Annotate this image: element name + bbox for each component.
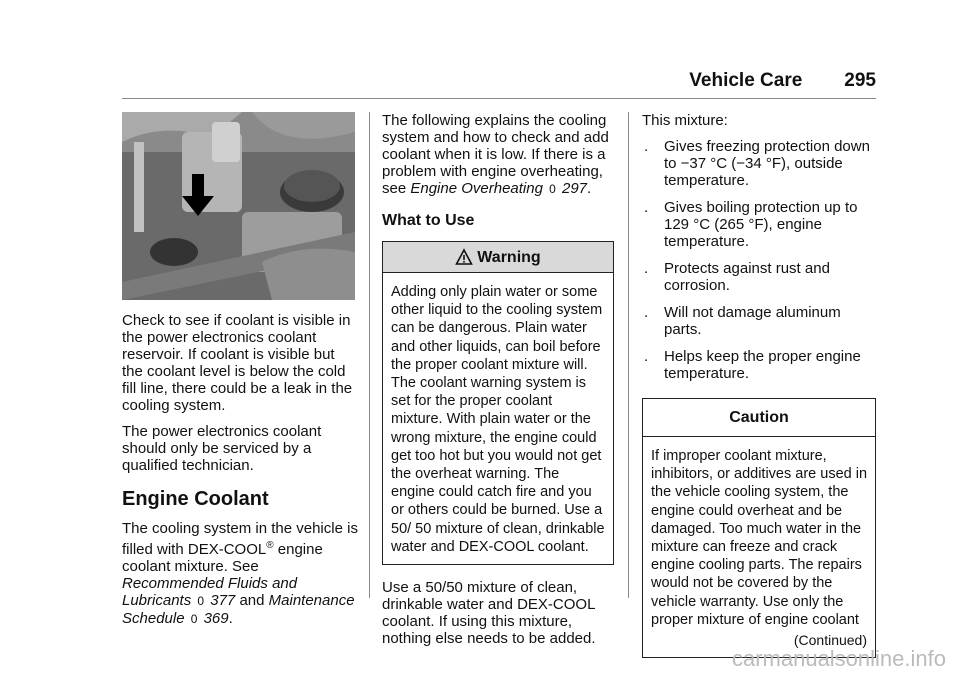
warning-body: Adding only plain water or some other liquid to the cooling system can be dangerous. Plain water and other liquids, can boil before the proper coolant mixture will. The coolant warning system is set for the proper coolant mixture. With plain water or the wrong mixture, the engine could get too hot but you would not get the overheat warning. The engine could catch fire and you or others could be burned. Use a 50/ 50 mixture of clean, drinkable water and DEX-COOL coolant. [391, 284, 605, 555]
section-title: Vehicle Care [689, 70, 803, 91]
warning-header [383, 242, 613, 273]
list-item: . Gives freezing protection down to −37 °C (−34 °F), outside temperature. [644, 138, 870, 189]
list-item: . Helps keep the proper engine temperature. [644, 348, 861, 382]
heading-engine-coolant: Engine Coolant [122, 488, 269, 510]
warning-box [382, 241, 614, 565]
paragraph-cooling-intro: The following explains the cooling system and how to check and add coolant when it is low. If there is a problem with engine overheating, see Engine Overheating 0 297. [382, 112, 609, 197]
page-ref-icon: 0 [197, 594, 205, 608]
list-item: . Protects against rust and corrosion. [644, 260, 830, 294]
paragraph-mixture: Use a 50/50 mixture of clean, drinkable water and DEX-COOL coolant. If using this mixture, nothing else needs to be added. [382, 579, 596, 648]
link-engine-overheating[interactable]: Engine Overheating [410, 180, 543, 197]
column-middle [382, 112, 614, 656]
column-left [122, 112, 358, 637]
page-ref-icon: 0 [549, 182, 556, 196]
column-divider-1 [369, 112, 370, 598]
continued-label: (Continued) [793, 632, 867, 649]
watermark: carmanualsonline.info [731, 646, 946, 671]
bullet-icon: . [644, 199, 649, 216]
paragraph-dexcool: The cooling system in the vehicle is filled with DEX-COOL® engine coolant mixture. See Recommended Fluids and Lubricants 0 377 and Maintenance Schedule 0 369. [122, 520, 358, 627]
warning-triangle-icon [455, 248, 473, 266]
paragraph-service-note: The power electronics coolant should only be serviced by a qualified technician. [122, 423, 322, 474]
page-ref-icon: 0 [190, 612, 198, 626]
caution-body: If improper coolant mixture, inhibitors, or additives are used in the vehicle cooling system, the engine could overheat and be damaged. Too much water in the mixture can freeze and crack engine cooling parts. The repairs would not be covered by the vehicle warranty. Use only the proper mixture of engine coolant [651, 448, 868, 628]
paragraph-mixture-intro: This mixture: [642, 112, 728, 129]
warning-title: Warning [477, 248, 541, 266]
page-header [0, 70, 876, 96]
engine-coolant-reservoir-photo [122, 112, 355, 300]
paragraph-coolant-check: Check to see if coolant is visible in the power electronics coolant reservoir. If coolant is visible but the coolant level is below the cold fill line, there could be a leak in the cooling system. [122, 312, 353, 414]
bullet-icon: . [644, 348, 649, 365]
column-right [642, 112, 876, 672]
bullet-icon: . [644, 260, 649, 277]
caution-box [642, 398, 876, 658]
bullet-icon: . [644, 138, 649, 155]
list-item: . Will not damage aluminum parts. [644, 304, 841, 338]
header-rule [122, 98, 876, 99]
link-maintenance-schedule[interactable]: Maintenance Schedule [122, 592, 355, 627]
caution-title: Caution [643, 399, 875, 437]
list-item: . Gives boiling protection up to 129 °C (265 °F), engine temperature. [644, 199, 858, 250]
link-recommended-fluids[interactable]: Recommended Fluids and Lubricants [122, 575, 298, 609]
bullet-icon: . [644, 304, 649, 321]
mixture-benefits-list [642, 138, 876, 382]
column-divider-2 [628, 112, 629, 598]
page-number: 295 [844, 70, 876, 91]
heading-what-to-use: What to Use [382, 212, 475, 229]
